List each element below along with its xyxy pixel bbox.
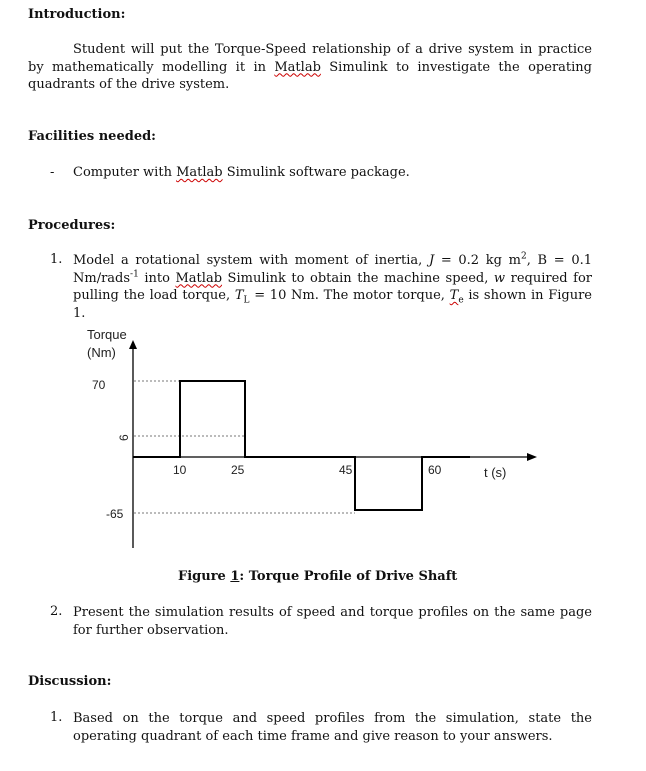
inertia-symbol: J (428, 253, 435, 268)
y-tick-neg65: -65 (106, 507, 124, 521)
caption-prefix: Figure (178, 569, 231, 584)
squared-superscript: 2 (520, 251, 527, 262)
discussion-heading: Discussion: (28, 674, 112, 689)
speed-symbol: w (493, 270, 506, 286)
facilities-text-2: Simulink software package. (222, 165, 410, 180)
step1-matlab: Matlab (175, 270, 223, 286)
torque-series-line (133, 381, 470, 510)
facilities-text-1: Computer with (73, 165, 177, 180)
facilities-matlab: Matlab (176, 165, 223, 180)
step1-part-d: into (138, 270, 176, 286)
step1-part-a: Model a rotational system with moment of inertia, (73, 253, 429, 268)
x-axis-arrow (527, 453, 537, 461)
motor-torque-subscript: e (458, 295, 464, 306)
intro-text-2: Simulink to investigate the operating quadrants of the drive system. (28, 59, 592, 92)
inverse-superscript: -1 (130, 269, 139, 280)
y-label-line-2: (Nm) (87, 345, 116, 360)
y-label-line-1: Torque (87, 327, 127, 342)
intro-matlab: Matlab (274, 59, 321, 75)
step2-number: 2. (50, 604, 63, 619)
load-torque-symbol: T (234, 288, 244, 303)
x-axis-label: t (s) (484, 465, 507, 480)
procedures-heading: Procedures: (28, 218, 116, 233)
step1-part-b: = 0.2 kg m (434, 253, 521, 268)
x-tick-25: 25 (231, 463, 245, 477)
introduction-heading: Introduction: (28, 7, 126, 22)
x-tick-10: 10 (173, 463, 187, 477)
step2-text: Present the simulation results of speed and torque profiles on the same page for further observation. (73, 605, 592, 638)
step1-part-h: is shown in Figure 1. (73, 288, 592, 321)
x-tick-45: 45 (339, 463, 353, 477)
facilities-heading: Facilities needed: (28, 129, 156, 144)
motor-torque-symbol: T (449, 288, 459, 303)
y-axis-arrow (129, 340, 137, 349)
y-tick-70: 70 (92, 378, 106, 392)
step1-part-f: required for pulling the load torque, (73, 270, 592, 303)
discussion-number: 1. (50, 710, 63, 725)
caption-number: 1 (230, 569, 240, 584)
step1-number: 1. (50, 252, 63, 267)
y-tick-6: 6 (117, 434, 131, 441)
figure-caption (178, 569, 457, 584)
x-tick-60: 60 (428, 463, 442, 477)
step1-part-g: = 10 Nm. The motor torque, (249, 288, 450, 303)
step1-part-c: , B = 0.1 Nm/rads (73, 253, 592, 286)
discussion-text: Based on the torque and speed profiles from the simulation, state the operating quadrant of each time frame and give reason to your answers. (73, 711, 592, 744)
load-torque-subscript: L (243, 295, 250, 306)
caption-title: : Torque Profile of Drive Shaft (239, 569, 458, 584)
intro-text-1: Student will put the Torque-Speed relationship of a drive system in practice by mathematically modelling it in (28, 42, 592, 75)
facilities-bullet: - (50, 165, 55, 180)
step1-part-e: Simulink to obtain the machine speed, (222, 270, 494, 286)
